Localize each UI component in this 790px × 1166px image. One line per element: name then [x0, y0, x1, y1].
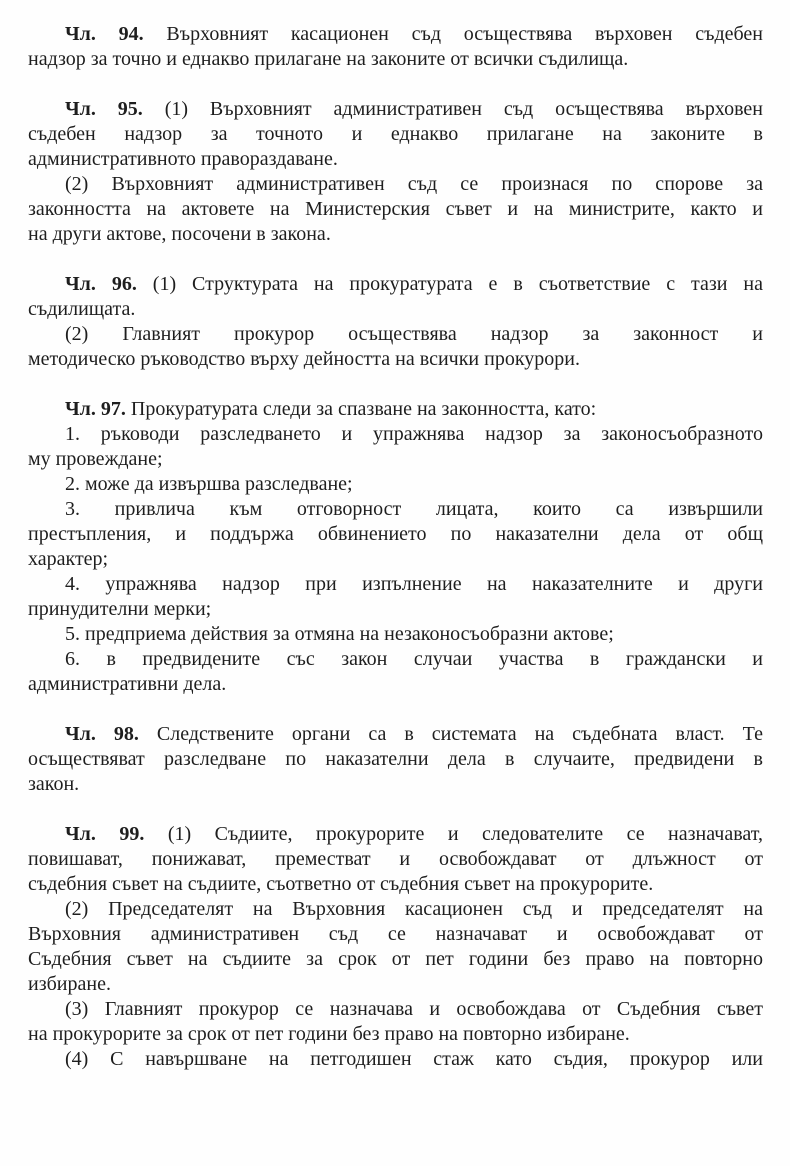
article-number: Чл. 97. [65, 398, 126, 420]
paragraph [28, 822, 763, 897]
line-text: на прокурорите за срок от пет години без право на повторно избиране. [28, 1023, 630, 1045]
line-text: принудителни мерки; [28, 598, 212, 620]
line-text: административното правораздаване. [28, 148, 338, 170]
paragraph [28, 997, 763, 1047]
text-line [28, 272, 763, 297]
text-line [28, 472, 763, 497]
article-number: Чл. 94. [65, 23, 144, 45]
text-line [28, 1022, 763, 1047]
line-text: Съдебния съвет на съдиите за срок от пет години без право на повторно [28, 948, 763, 970]
text-line [28, 497, 763, 522]
line-text: (3) Главният прокурор се назначава и освобождава от Съдебния съвет [65, 998, 763, 1020]
article-number: Чл. 98. [65, 723, 139, 745]
paragraph [28, 22, 763, 72]
line-text: Върховния административен съд се назначават и освобождават от [28, 923, 763, 945]
paragraph [28, 97, 763, 172]
line-text: 1. ръководи разследването и упражнява надзор за законосъобразното [65, 423, 763, 445]
line-text: 2. може да извършва разследване; [65, 473, 353, 495]
line-text: на други актове, посочени в закона. [28, 223, 331, 245]
text-line [28, 97, 763, 122]
paragraph [28, 322, 763, 372]
text-line [28, 672, 763, 697]
line-text: (1) Върховният административен съд осъществява върховен [142, 98, 763, 120]
text-line [28, 847, 763, 872]
line-text: съдебния съвет на съдиите, съответно от съдебния съвет на прокурорите. [28, 873, 654, 895]
text-line [28, 147, 763, 172]
text-line [28, 297, 763, 322]
line-text: Прокуратурата следи за спазване на законността, като: [125, 398, 597, 420]
line-text: повишават, понижават, преместват и освобождават от длъжност от [28, 848, 763, 870]
text-line [28, 772, 763, 797]
text-line [28, 197, 763, 222]
text-line [28, 722, 763, 747]
article-number: Чл. 95. [65, 98, 143, 120]
text-line [28, 1047, 763, 1072]
text-line [28, 922, 763, 947]
line-text: 3. привлича към отговорност лицата, които са извършили [65, 498, 763, 520]
text-line [28, 347, 763, 372]
text-line [28, 747, 763, 772]
paragraph [28, 1047, 763, 1072]
line-text: Следствените органи са в системата на съдебната власт. Те [138, 723, 763, 745]
line-text: 6. в предвидените със закон случаи участва в граждански и [65, 648, 763, 670]
text-line [28, 447, 763, 472]
paragraph [28, 647, 763, 697]
line-text: характер; [28, 548, 109, 570]
line-text: 5. предприема действия за отмяна на незаконосъобразни актове; [65, 623, 614, 645]
paragraph [28, 397, 763, 422]
paragraph [28, 722, 763, 797]
line-text: съдебен надзор за точното и еднакво прилагане на законите в [28, 123, 763, 145]
line-text: (1) Съдиите, прокурорите и следователите се назначават, [144, 823, 763, 845]
paragraph [28, 897, 763, 997]
article-number: Чл. 99. [65, 823, 145, 845]
text-line [28, 322, 763, 347]
text-line [28, 47, 763, 72]
text-line [28, 397, 763, 422]
paragraph [28, 622, 763, 647]
paragraph [28, 172, 763, 247]
text-line [28, 522, 763, 547]
text-line [28, 872, 763, 897]
text-line [28, 122, 763, 147]
line-text: избиране. [28, 973, 111, 995]
text-line [28, 822, 763, 847]
line-text: законността на актовете на Министерския съвет и на министрите, както и [28, 198, 763, 220]
paragraph [28, 572, 763, 622]
line-text: (2) Върховният административен съд се произнася по спорове за [65, 173, 763, 195]
text-line [28, 547, 763, 572]
text-line [28, 972, 763, 997]
line-text: 4. упражнява надзор при изпълнение на наказателните и други [65, 573, 763, 595]
paragraph [28, 472, 763, 497]
line-text: Върховният касационен съд осъществява върховен съдебен [143, 23, 763, 45]
text-line [28, 572, 763, 597]
paragraph [28, 497, 763, 572]
line-text: му провеждане; [28, 448, 163, 470]
paragraph [28, 272, 763, 322]
article-number: Чл. 96. [65, 273, 137, 295]
line-text: закон. [28, 773, 80, 795]
line-text: съдилищата. [28, 298, 136, 320]
text-line [28, 172, 763, 197]
line-text: (4) С навършване на петгодишен стаж като съдия, прокурор или [65, 1048, 763, 1070]
line-text: осъществяват разследване по наказателни дела в случаите, предвидени в [28, 748, 763, 770]
text-line [28, 997, 763, 1022]
line-text: методическо ръководство върху дейността на всички прокурори. [28, 348, 580, 370]
line-text: административни дела. [28, 673, 227, 695]
text-line [28, 947, 763, 972]
text-line [28, 22, 763, 47]
text-line [28, 622, 763, 647]
text-line [28, 222, 763, 247]
line-text: надзор за точно и еднакво прилагане на законите от всички съдилища. [28, 48, 629, 70]
line-text: (2) Председателят на Върховния касационен съд и председателят на [65, 898, 763, 920]
line-text: (1) Структурата на прокуратурата е в съответствие с тази на [136, 273, 763, 295]
line-text: престъпления, и поддържа обвинението по наказателни дела от общ [28, 523, 763, 545]
text-line [28, 597, 763, 622]
paragraph [28, 422, 763, 472]
text-line [28, 897, 763, 922]
text-line [28, 422, 763, 447]
line-text: (2) Главният прокурор осъществява надзор за законност и [65, 323, 763, 345]
text-line [28, 647, 763, 672]
